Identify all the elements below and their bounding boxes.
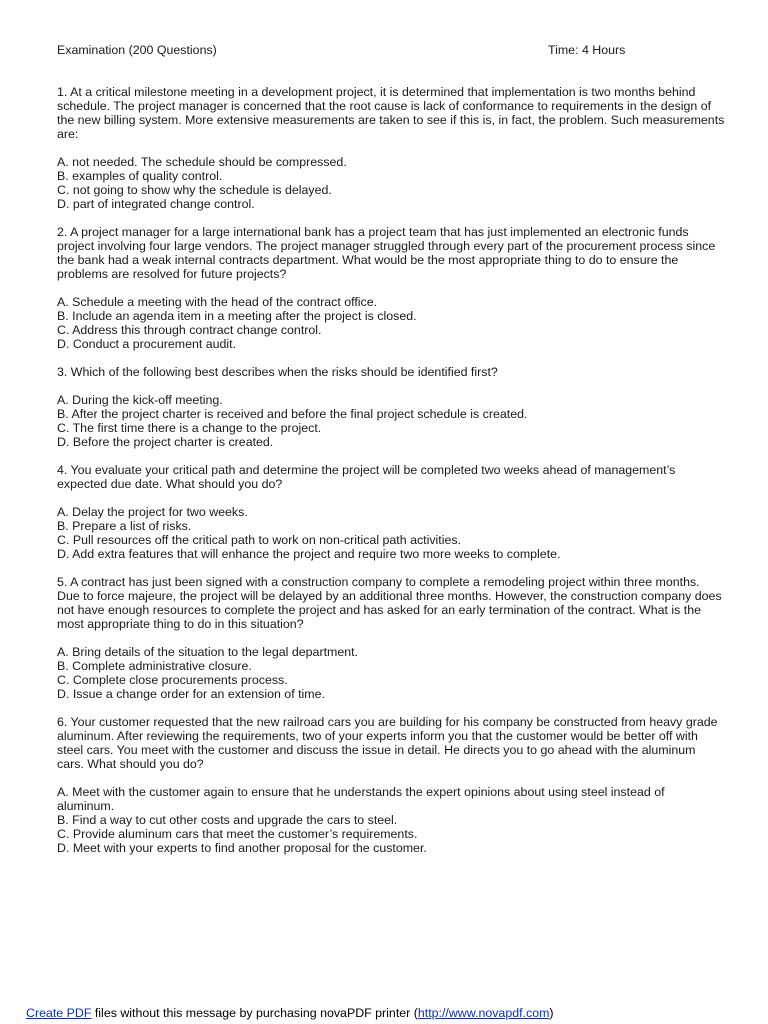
question-6 (57, 715, 725, 855)
footer-close-paren: ) (549, 1006, 554, 1020)
question-stem: 1. At a critical milestone meeting in a development project, it is determined that implementation is two months behind schedule. The project manager is concerned that the root cause is lack of conformance to requirements in the design of the new billing system. More extensive measurements are taken to see if this is, in fact, the problem. Such measurements are: (57, 85, 725, 141)
question-3 (57, 365, 725, 449)
question-5 (57, 575, 725, 701)
option-a: A. Bring details of the situation to the legal department. (57, 645, 358, 659)
option-d: D. part of integrated change control. (57, 197, 255, 211)
option-d: D. Meet with your experts to find another proposal for the customer. (57, 841, 427, 855)
question-1 (57, 85, 725, 211)
option-b: B. examples of quality control. (57, 169, 223, 183)
option-b: B. Complete administrative closure. (57, 659, 252, 673)
option-a: A. Delay the project for two weeks. (57, 505, 248, 519)
question-list (57, 85, 725, 869)
option-c: C. not going to show why the schedule is delayed. (57, 183, 332, 197)
option-b: B. Include an agenda item in a meeting after the project is closed. (57, 309, 417, 323)
pdf-watermark-footer (26, 1006, 554, 1020)
option-b: B. Prepare a list of risks. (57, 519, 192, 533)
option-c: C. Complete close procurements process. (57, 673, 288, 687)
option-b: B. Find a way to cut other costs and upgrade the cars to steel. (57, 813, 398, 827)
question-stem: 4. You evaluate your critical path and determine the project will be completed two weeks ahead of management’s expected due date. What should you do? (57, 463, 676, 491)
option-d: D. Issue a change order for an extension of time. (57, 687, 325, 701)
option-a: A. not needed. The schedule should be compressed. (57, 155, 347, 169)
option-c: C. Address this through contract change control. (57, 323, 322, 337)
option-c: C. The first time there is a change to the project. (57, 421, 322, 435)
question-stem: 3. Which of the following best describes when the risks should be identified first? (57, 365, 498, 379)
option-b: B. After the project charter is received and before the final project schedule is created. (57, 407, 528, 421)
option-c: C. Provide aluminum cars that meet the customer’s requirements. (57, 827, 418, 841)
option-c: C. Pull resources off the critical path to work on non-critical path activities. (57, 533, 462, 547)
create-pdf-link[interactable]: Create PDF (26, 1006, 92, 1020)
exam-title: Examination (200 Questions) (57, 43, 217, 57)
option-d: D. Conduct a procurement audit. (57, 337, 237, 351)
question-2 (57, 225, 725, 351)
option-d: D. Add extra features that will enhance the project and require two more weeks to complete. (57, 547, 561, 561)
option-a: A. Meet with the customer again to ensure that he understands the expert opinions about using steel instead of aluminum. (57, 785, 665, 813)
question-stem: 2. A project manager for a large international bank has a project team that has just implemented an electronic funds project involving four large vendors. The project manager struggled through every part of the procurement process since the bank had a weak internal contracts department. What would be the most appropriate thing to do to ensure the problems are resolved for future projects? (57, 225, 716, 281)
option-d: D. Before the project charter is created. (57, 435, 274, 449)
exam-time: Time: 4 Hours (548, 43, 626, 57)
option-a: A. Schedule a meeting with the head of the contract office. (57, 295, 378, 309)
novapdf-url-link[interactable]: http://www.novapdf.com (417, 1006, 550, 1020)
question-stem: 5. A contract has just been signed with a construction company to complete a remodeling project within three months. Due to force majeure, the project will be delayed by an additional three months. However, the construction company does not have enough resources to complete the project and has asked for an early termination of the contract. What is the most appropriate thing to do in this situation? (57, 575, 722, 631)
question-4 (57, 463, 725, 561)
option-a: A. During the kick-off meeting. (57, 393, 223, 407)
question-stem: 6. Your customer requested that the new railroad cars you are building for his company be constructed from heavy grade aluminum. After reviewing the requirements, two of your experts inform you that the customer would be better off with steel cars. You meet with the customer and discuss the issue in detail. He directs you to go ahead with the aluminum cars. What should you do? (57, 715, 718, 771)
footer-text: files without this message by purchasing novaPDF printer ( (91, 1006, 418, 1020)
